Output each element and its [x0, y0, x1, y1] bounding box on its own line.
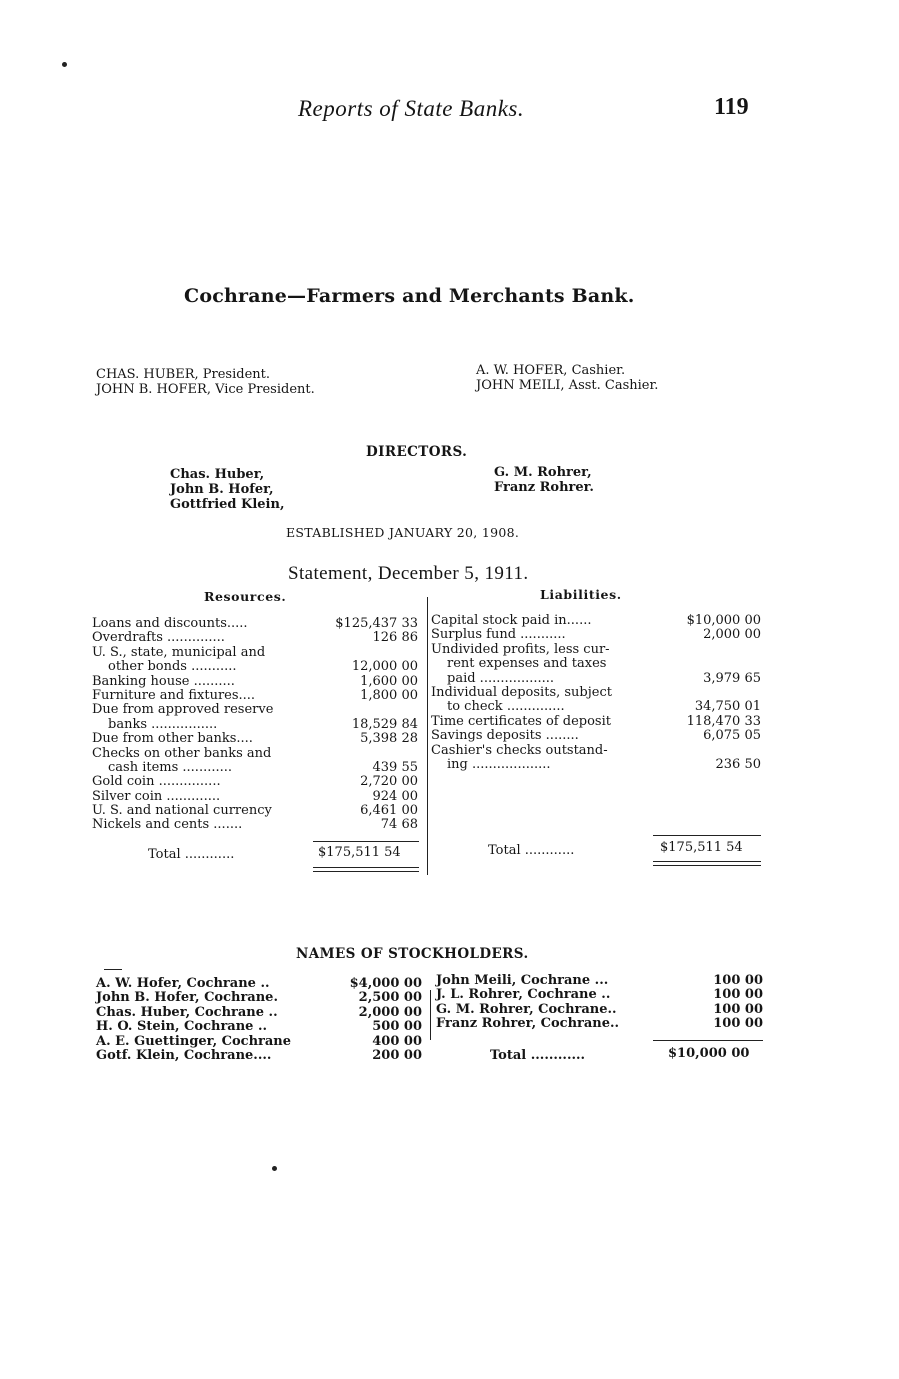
ledger-row — [92, 775, 418, 789]
established-line: ESTABLISHED JANUARY 20, 1908. — [286, 525, 520, 540]
margin-dot — [62, 62, 67, 67]
ledger-amount: 439 55 — [372, 759, 418, 775]
ledger-label: U. S. and national currency — [92, 803, 272, 819]
stockholders-total-label: Total ............ — [490, 1048, 586, 1063]
liabilities-total-label: Total ............ — [488, 843, 575, 858]
ledger-label: Undivided profits, less cur- — [431, 641, 610, 657]
officer-line: JOHN B. HOFER, Vice President. — [96, 382, 315, 397]
ledger-amount: 1,800 00 — [360, 687, 418, 703]
ledger-row — [431, 643, 761, 657]
ledger-label: to check .............. — [447, 699, 565, 715]
ledger-row — [431, 672, 761, 686]
ledger-label: Silver coin ............. — [92, 788, 221, 804]
liabilities-total-rule — [653, 835, 761, 836]
statement-title: Statement, December 5, 1911. — [288, 563, 529, 584]
resources-double-rule — [313, 871, 419, 872]
ledger-row — [431, 686, 761, 700]
ledger-label: John B. Hofer, Cochrane. — [96, 990, 278, 1006]
ledger-amount: 924 00 — [372, 788, 418, 804]
ledger-amount: 100 00 — [713, 1001, 763, 1017]
stockholders-divider — [430, 990, 431, 1040]
resources-list — [92, 617, 418, 833]
page-number: 119 — [714, 94, 749, 120]
ledger-label: other bonds ........... — [108, 659, 237, 675]
resources-heading: Resources. — [204, 589, 287, 604]
ledger-amount: 1,600 00 — [360, 673, 418, 689]
ledger-amount: 236 50 — [715, 756, 761, 772]
ledger-row — [96, 1006, 422, 1020]
ledger-amount: 500 00 — [372, 1019, 422, 1035]
ledger-amount: 5,398 28 — [360, 731, 418, 747]
ledger-row — [436, 1017, 763, 1031]
ledger-label: Loans and discounts..... — [92, 616, 248, 631]
ledger-amount: 200 00 — [372, 1047, 422, 1063]
ledger-row — [92, 703, 418, 717]
director-name: John B. Hofer, — [170, 482, 274, 497]
ledger-row — [92, 646, 418, 660]
ledger-row — [92, 732, 418, 746]
ledger-amount: $125,437 33 — [335, 616, 418, 631]
ledger-row — [436, 974, 763, 988]
ledger-label: Nickels and cents ....... — [92, 817, 243, 833]
ledger-amount: 18,529 84 — [351, 716, 418, 732]
resources-double-rule — [313, 867, 419, 868]
directors-right — [494, 465, 594, 495]
stockholders-left-list — [96, 977, 422, 1063]
ledger-label: G. M. Rohrer, Cochrane.. — [436, 1001, 617, 1017]
ledger-amount: 12,000 00 — [351, 659, 418, 675]
ledger-amount: 100 00 — [713, 987, 763, 1003]
officers-left — [96, 367, 315, 397]
ledger-amount: 74 68 — [380, 817, 418, 833]
ledger-row — [92, 631, 418, 645]
ledger-row — [431, 744, 761, 758]
bank-title: Cochrane—Farmers and Merchants Bank. — [184, 285, 635, 307]
ledger-amount: 100 00 — [713, 1016, 763, 1032]
liabilities-list — [431, 614, 761, 772]
directors-heading: DIRECTORS. — [366, 444, 468, 460]
ledger-row — [92, 790, 418, 804]
ledger-label: Individual deposits, subject — [431, 684, 612, 700]
ledger-row — [92, 660, 418, 674]
ledger-amount: 3,979 65 — [703, 670, 761, 686]
ledger-amount: 118,470 33 — [686, 713, 761, 729]
ledger-amount: $4,000 00 — [349, 976, 422, 991]
ledger-row — [431, 700, 761, 714]
margin-dot — [272, 1166, 277, 1171]
ledger-label: Surplus fund ........... — [431, 627, 566, 643]
officer-line: JOHN MEILI, Asst. Cashier. — [476, 378, 659, 393]
ledger-label: Savings deposits ........ — [431, 728, 579, 744]
ledger-row — [96, 1049, 422, 1063]
officer-line: A. W. HOFER, Cashier. — [476, 363, 626, 378]
statement-divider — [427, 597, 428, 875]
ledger-row — [92, 747, 418, 761]
stockholders-total-amount: $10,000 00 — [668, 1046, 750, 1061]
ledger-label: ing ................... — [447, 756, 551, 772]
ledger-amount: 6,461 00 — [360, 803, 418, 819]
stockholders-total-rule — [653, 1040, 763, 1041]
ledger-label: J. L. Rohrer, Cochrane .. — [436, 987, 611, 1003]
director-name: Chas. Huber, — [170, 467, 265, 482]
ledger-row — [96, 991, 422, 1005]
ledger-row — [92, 804, 418, 818]
ledger-label: banks ................ — [108, 716, 218, 732]
ledger-label: Overdrafts .............. — [92, 630, 225, 646]
liabilities-heading: Liabilities. — [540, 587, 622, 602]
ledger-row — [436, 988, 763, 1002]
ledger-amount: 2,000 00 — [703, 627, 761, 643]
resources-total-rule — [313, 841, 419, 842]
ledger-row — [96, 1020, 422, 1034]
ledger-label: A. W. Hofer, Cochrane .. — [96, 976, 270, 991]
ledger-label: cash items ............ — [108, 759, 233, 775]
ledger-row — [431, 758, 761, 772]
director-name: G. M. Rohrer, — [494, 465, 592, 480]
liabilities-total-amount: $175,511 54 — [660, 840, 743, 855]
director-name: Gottfried Klein, — [170, 497, 285, 512]
ledger-label: Banking house .......... — [92, 673, 235, 689]
stray-mark — [104, 969, 122, 970]
ledger-label: Due from other banks.... — [92, 731, 253, 747]
ledger-amount: 2,720 00 — [360, 774, 418, 790]
ledger-row — [431, 628, 761, 642]
ledger-amount: $10,000 00 — [686, 613, 761, 628]
stockholders-right-list — [436, 974, 763, 1032]
ledger-label: H. O. Stein, Cochrane .. — [96, 1019, 268, 1035]
ledger-amount: 2,000 00 — [358, 1004, 422, 1020]
ledger-row — [92, 689, 418, 703]
ledger-label: Cashier's checks outstand- — [431, 742, 608, 758]
ledger-amount: 100 00 — [713, 973, 763, 988]
ledger-label: Chas. Huber, Cochrane .. — [96, 1004, 278, 1020]
directors-left — [170, 467, 284, 512]
stockholders-heading: NAMES OF STOCKHOLDERS. — [296, 946, 529, 962]
director-name: Franz Rohrer. — [494, 480, 594, 495]
ledger-row — [431, 715, 761, 729]
ledger-amount: 400 00 — [372, 1033, 422, 1049]
ledger-label: Capital stock paid in...... — [431, 613, 592, 628]
resources-total-label: Total ............ — [148, 847, 235, 862]
ledger-row — [431, 657, 761, 671]
ledger-row — [92, 617, 418, 631]
liabilities-double-rule — [653, 861, 761, 862]
ledger-row — [92, 675, 418, 689]
ledger-amount: 6,075 05 — [703, 728, 761, 744]
ledger-label: Franz Rohrer, Cochrane.. — [436, 1016, 620, 1032]
ledger-label: Due from approved reserve — [92, 702, 274, 718]
ledger-label: Checks on other banks and — [92, 745, 272, 761]
ledger-label: Gotf. Klein, Cochrane.... — [96, 1047, 272, 1063]
ledger-row — [436, 1003, 763, 1017]
ledger-row — [92, 718, 418, 732]
ledger-amount: 2,500 00 — [358, 990, 422, 1006]
ledger-label: A. E. Guettinger, Cochrane — [96, 1033, 292, 1049]
ledger-amount: 126 86 — [372, 630, 418, 646]
running-title: Reports of State Banks. — [298, 96, 525, 121]
resources-total-amount: $175,511 54 — [318, 845, 401, 860]
ledger-row — [96, 1035, 422, 1049]
ledger-label: rent expenses and taxes — [447, 656, 607, 672]
ledger-row — [431, 614, 761, 628]
officers-right — [476, 363, 658, 393]
ledger-label: Gold coin ............... — [92, 774, 221, 790]
ledger-amount: 34,750 01 — [694, 699, 761, 715]
ledger-label: John Meili, Cochrane ... — [436, 973, 609, 988]
ledger-row — [92, 761, 418, 775]
officer-line: CHAS. HUBER, President. — [96, 367, 270, 382]
liabilities-double-rule — [653, 865, 761, 866]
ledger-row — [92, 818, 418, 832]
ledger-row — [96, 977, 422, 991]
ledger-label: paid .................. — [447, 670, 555, 686]
ledger-row — [431, 729, 761, 743]
ledger-label: Furniture and fixtures.... — [92, 687, 256, 703]
ledger-label: Time certificates of deposit — [431, 713, 611, 729]
ledger-label: U. S., state, municipal and — [92, 644, 266, 660]
